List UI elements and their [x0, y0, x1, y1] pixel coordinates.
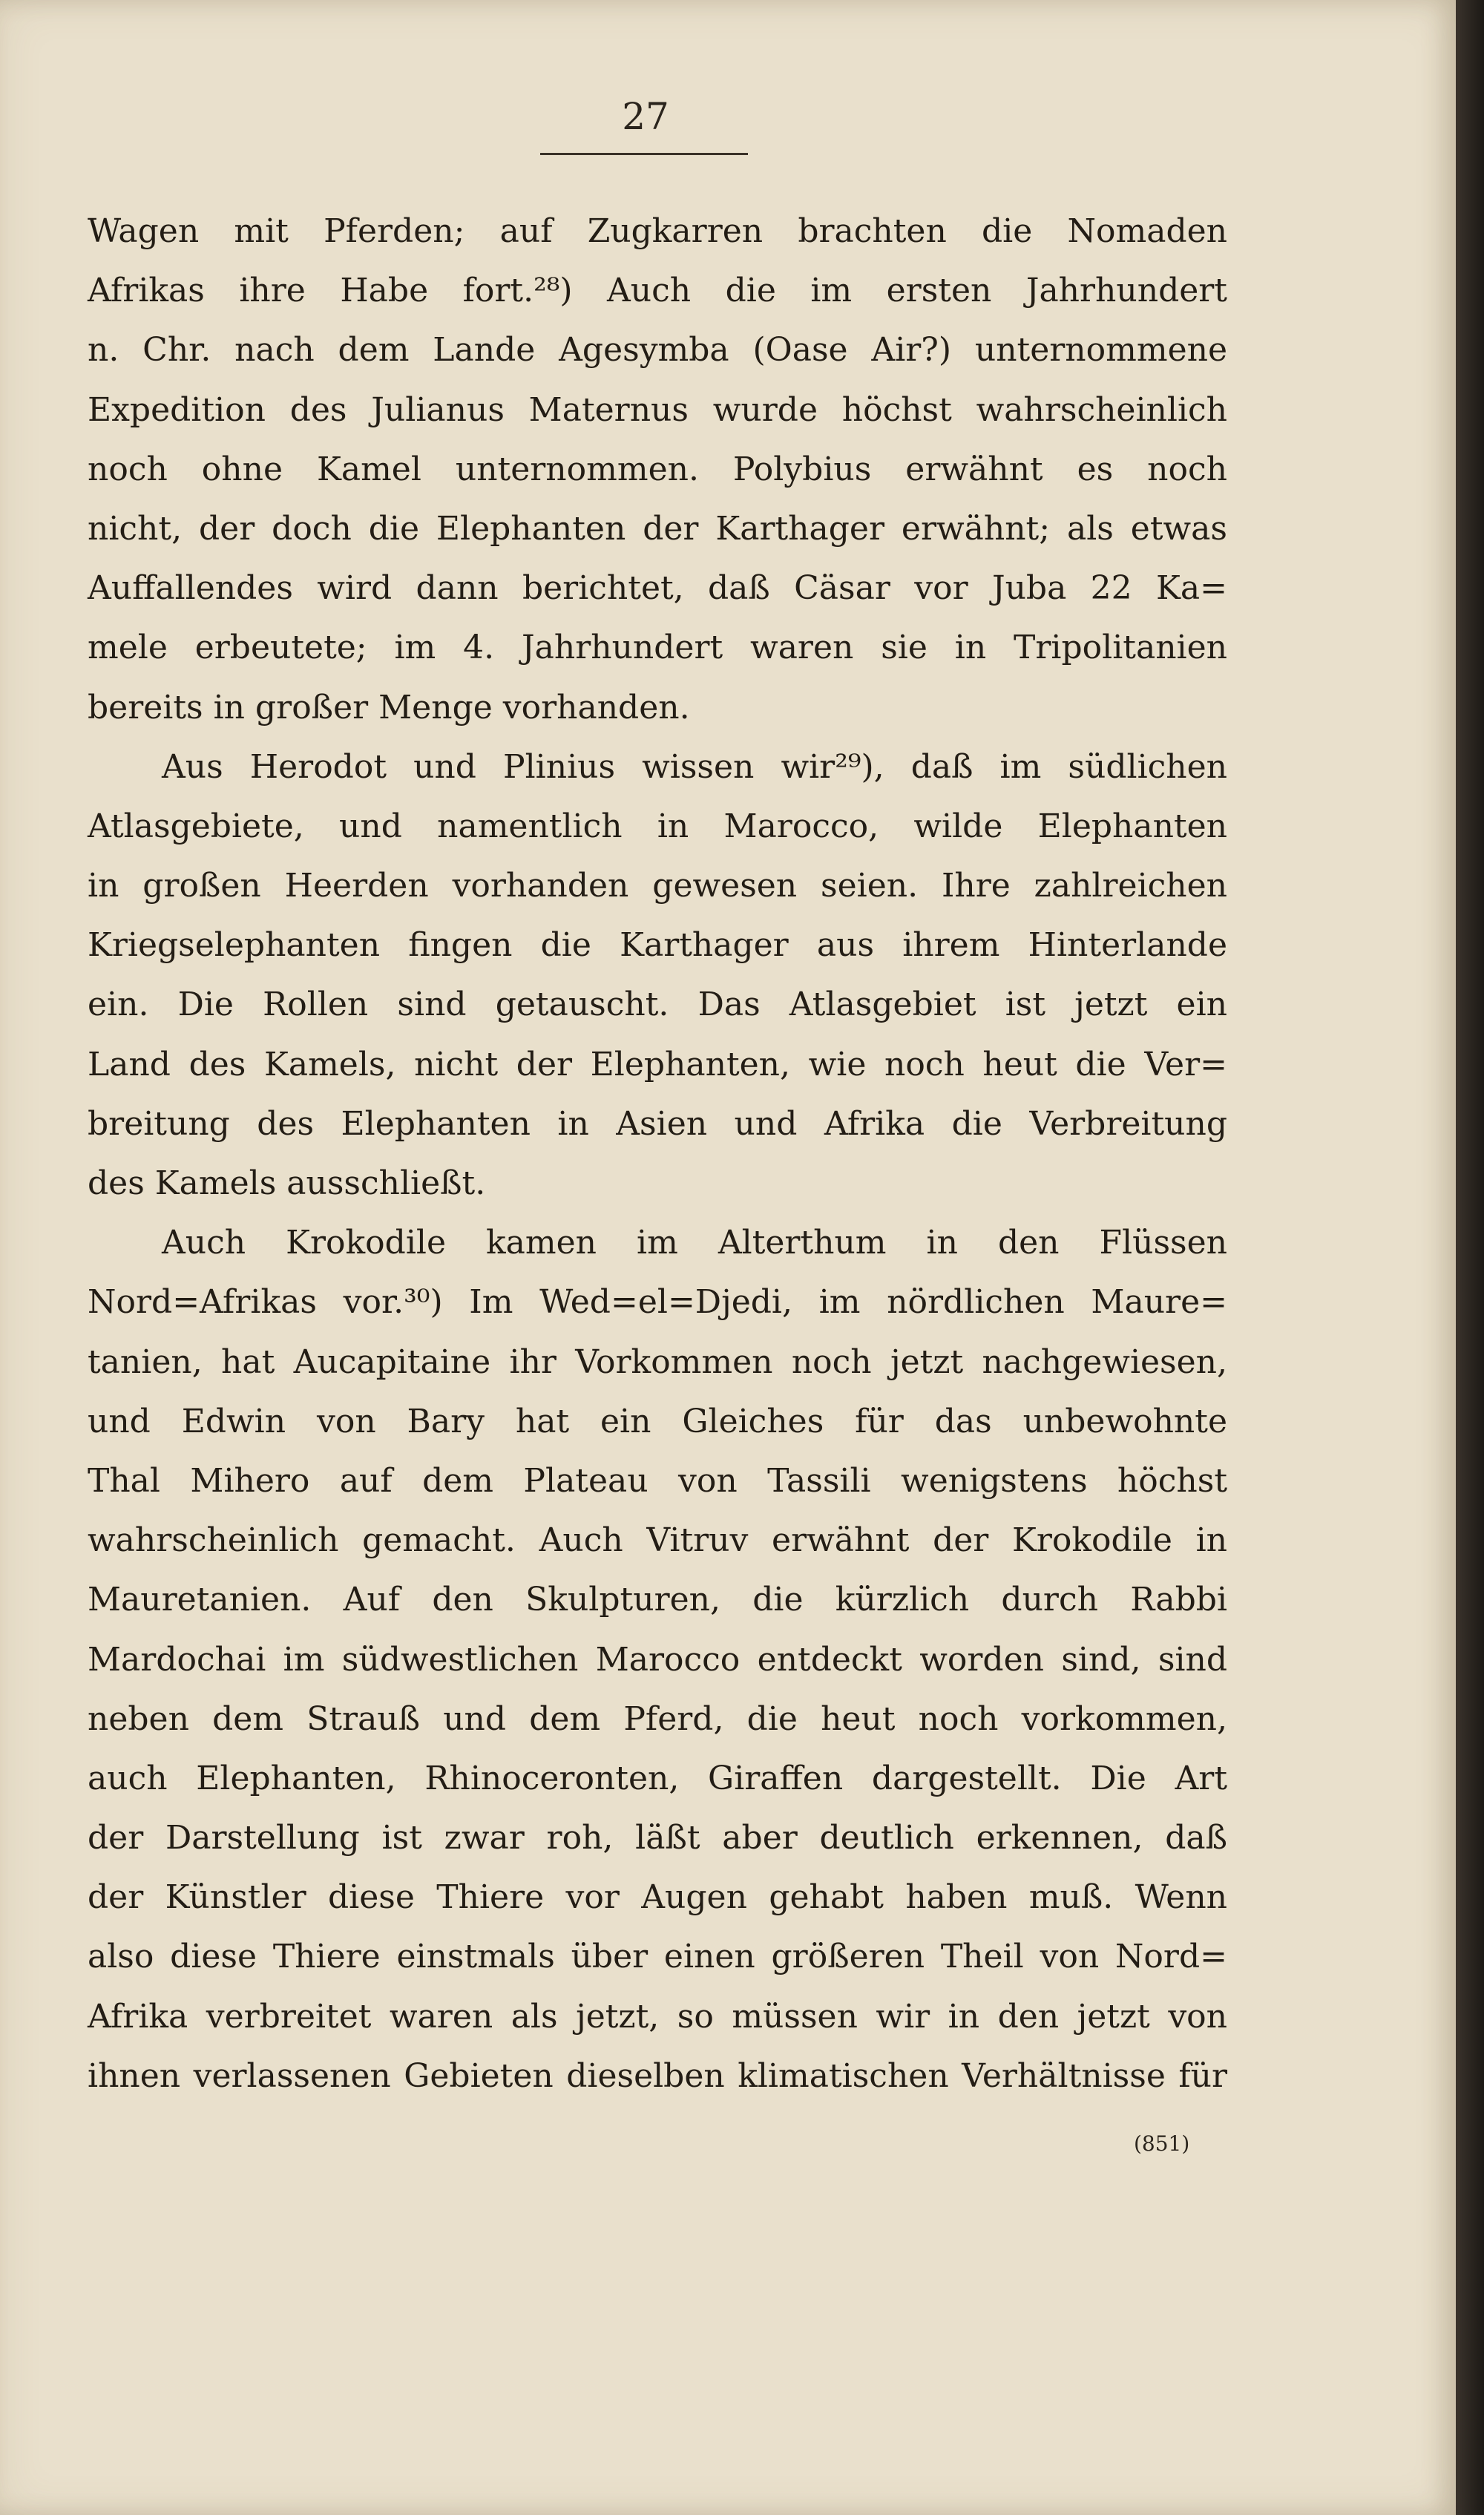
page-edge-shadow	[1456, 0, 1484, 2515]
text-line: der Darstellung ist zwar roh, läßt aber deutlich erkennen, daß	[88, 1819, 1227, 1857]
text-line: Afrikas ihre Habe fort.²⁸) Auch die im ersten Jahrhundert	[88, 272, 1227, 310]
page-number: 27	[622, 95, 669, 138]
header-rule	[540, 153, 748, 155]
text-line: wahrscheinlich gemacht. Auch Vitruv erwähnt der Krokodile in	[88, 1521, 1227, 1560]
text-line: der Künstler diese Thiere vor Augen gehabt haben muß. Wenn	[88, 1878, 1227, 1917]
text-line: Nord=Afrikas vor.³⁰) Im Wed=el=Djedi, im nördlichen Maure=	[88, 1283, 1227, 1322]
text-line: Land des Kamels, nicht der Elephanten, wie noch heut die Ver=	[88, 1045, 1227, 1083]
text-line: Auch Krokodile kamen im Alterthum in den Flüssen	[162, 1224, 1227, 1262]
text-line: Mardochai im südwestlichen Marocco entdeckt worden sind, sind	[88, 1640, 1227, 1679]
text-line: Aus Herodot und Plinius wissen wir²⁹), daß im südlichen	[162, 747, 1227, 786]
text-line: und Edwin von Bary hat ein Gleiches für das unbewohnte	[88, 1402, 1227, 1440]
text-line: mele erbeutete; im 4. Jahrhundert waren sie in Tripolitanien	[88, 629, 1227, 667]
text-line: Kriegselephanten fingen die Karthager aus ihrem Hinterlande	[88, 926, 1227, 965]
text-line: Auffallendes wird dann berichtet, daß Cäsar vor Juba 22 Ka=	[88, 569, 1227, 608]
text-line: bereits in großer Menge vorhanden.	[88, 688, 690, 727]
printer-signature: (851)	[1134, 2131, 1190, 2156]
text-line: also diese Thiere einstmals über einen größeren Theil von Nord=	[88, 1938, 1227, 1976]
text-line: breitung des Elephanten in Asien und Afrika die Verbreitung	[88, 1104, 1227, 1143]
text-line: ihnen verlassenen Gebieten dieselben klimatischen Verhältnisse für	[88, 2056, 1227, 2095]
text-line: Atlasgebiete, und namentlich in Marocco, wilde Elephanten	[88, 807, 1227, 845]
text-line: neben dem Strauß und dem Pferd, die heut noch vorkommen,	[88, 1699, 1227, 1738]
text-line: auch Elephanten, Rhinoceronten, Giraffen dargestellt. Die Art	[88, 1759, 1227, 1797]
text-line: des Kamels ausschließt.	[88, 1164, 486, 1202]
text-line: ein. Die Rollen sind getauscht. Das Atlasgebiet ist jetzt ein	[88, 986, 1227, 1024]
text-line: n. Chr. nach dem Lande Agesymba (Oase Air?) unternommene	[88, 331, 1227, 370]
body-text	[88, 202, 1227, 2106]
text-line: Afrika verbreitet waren als jetzt, so müssen wir in den jetzt von	[88, 1997, 1227, 2036]
text-line: Wagen mit Pferden; auf Zugkarren brachten die Nomaden	[88, 212, 1227, 250]
text-line: Thal Mihero auf dem Plateau von Tassili wenigstens höchst	[88, 1461, 1227, 1500]
text-line: noch ohne Kamel unternommen. Polybius erwähnt es noch	[88, 450, 1227, 488]
text-line: nicht, der doch die Elephanten der Karthager erwähnt; als etwas	[88, 509, 1227, 548]
text-line: Expedition des Julianus Maternus wurde höchst wahrscheinlich	[88, 390, 1227, 429]
text-line: tanien, hat Aucapitaine ihr Vorkommen noch jetzt nachgewiesen,	[88, 1342, 1227, 1381]
text-line: in großen Heerden vorhanden gewesen seien. Ihre zahlreichen	[88, 867, 1227, 905]
text-line: Mauretanien. Auf den Skulpturen, die kürzlich durch Rabbi	[88, 1581, 1227, 1619]
